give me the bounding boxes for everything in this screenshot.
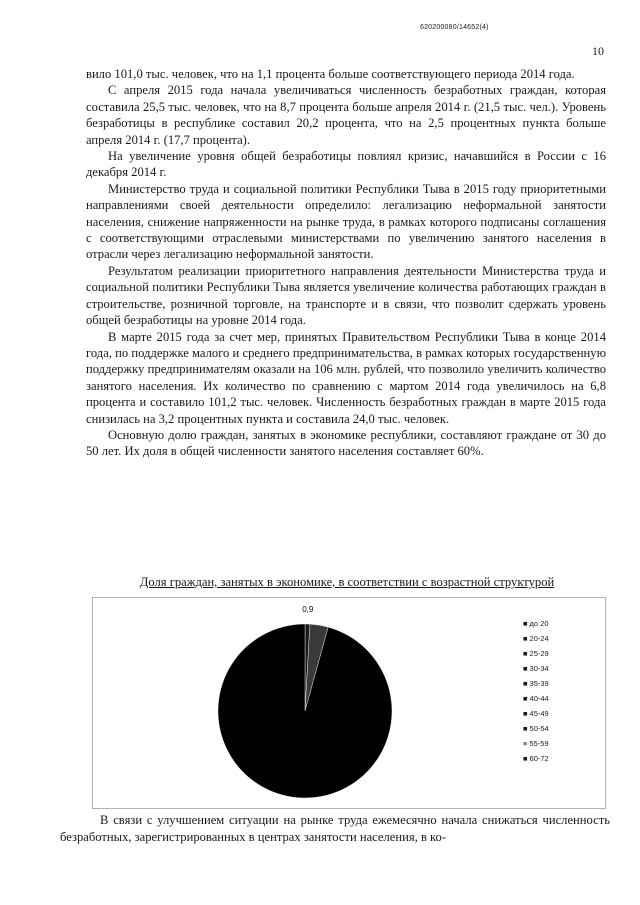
- legend-label: 60-72: [529, 754, 549, 763]
- pie-slice-25-29: [218, 624, 392, 798]
- legend-item: [523, 706, 593, 721]
- page-number: 10: [592, 44, 604, 58]
- legend-label: 40-44: [529, 694, 549, 703]
- legend-marker: ■: [523, 649, 528, 658]
- legend-item: [523, 721, 593, 736]
- legend-label: 55-59: [529, 739, 549, 748]
- legend-item: [523, 691, 593, 706]
- legend-marker: ■: [523, 679, 528, 688]
- pie-data-label: 0,9: [302, 605, 314, 614]
- paragraph: Министерство труда и социальной политики Республики Тыва в 2015 году приоритетными направлениями своей деятельности определило: легализацию неформальной занятости населения, снижение напряженности на рынке труда, в рамках которого подписаны соглашения с соответствующими отраслевыми министерствами по увеличению занятого населения в отрасли через легализацию неформальной занятости.: [86, 181, 606, 262]
- paragraph: Основную долю граждан, занятых в экономике республики, составляют граждане от 30 до 50 лет. Их доля в общей численности занятого населения составляет 60%.: [86, 427, 606, 459]
- chart-frame: [92, 597, 606, 809]
- body-text: [86, 66, 606, 460]
- legend-marker: ■: [523, 709, 528, 718]
- paragraph: В связи с улучшением ситуации на рынке труда ежемесячно начала снижаться численность безработных, зарегистрированных в центрах занятости населения, в ко-: [60, 813, 610, 844]
- legend-label: 30-34: [529, 664, 549, 673]
- paragraph: вило 101,0 тыс. человек, что на 1,1 процента больше соответствующего периода 2014 года.: [86, 67, 575, 81]
- bottom-text: [60, 812, 610, 846]
- legend-label: 20-24: [529, 634, 549, 643]
- paragraph: На увеличение уровня общей безработицы повлиял кризис, начавшийся в России с 16 декабря 2014 г.: [86, 149, 606, 180]
- legend-item: [523, 751, 593, 766]
- paragraph: Результатом реализации приоритетного направления деятельности Министерства труда и социальной политики Республики Тыва является увеличение количества работающих граждан в строительстве, розничной торговле, на транспорте и в связи, что позволит сдержать уровень общей безработицы на уровне 2014 года.: [86, 263, 606, 328]
- doc-id: 620200080/14652(4): [420, 24, 489, 31]
- legend-label: до 20: [529, 619, 549, 628]
- chart-legend: [523, 616, 593, 766]
- legend-marker: ■: [523, 634, 528, 643]
- paragraph: В марте 2015 года за счет мер, принятых Правительством Республики Тыва в конце 2014 года, по поддержке малого и среднего предпринимательства, в рамках которых государственную поддержку предпринимателям оказали на 106 млн. рублей, что позволило увеличить количество занятого населения. Их количество по сравнению с мартом 2014 года увеличилось на 6,8 процента и составило 101,2 тыс. человек. Численность безработных граждан в марте 2015 года снизилась на 3,2 процентных пункта и составила 24,0 тыс. человек.: [86, 329, 606, 426]
- legend-marker: ■: [523, 664, 528, 673]
- legend-item: [523, 736, 593, 751]
- legend-item: [523, 616, 593, 631]
- legend-label: 35-39: [529, 679, 549, 688]
- legend-label: 45-49: [529, 709, 549, 718]
- legend-marker: ■: [523, 724, 528, 733]
- legend-item: [523, 631, 593, 646]
- legend-item: [523, 646, 593, 661]
- legend-marker: ≡: [523, 739, 528, 748]
- figure: [86, 575, 608, 815]
- legend-item: [523, 661, 593, 676]
- legend-marker: ■: [523, 619, 528, 628]
- paragraph: С апреля 2015 года начала увеличиваться численность безработных граждан, которая составила 25,5 тыс. человек, что на 8,7 процента больше апреля 2014 г. (21,5 тыс. чел.). Уровень безработицы в республике составил 20,2 процента, что на 2,5 процентных пункта больше апреля 2014 г. (17,7 процента).: [86, 83, 606, 147]
- legend-label: 50-54: [529, 724, 549, 733]
- legend-label: 25-29: [529, 649, 549, 658]
- legend-marker: ■: [523, 694, 528, 703]
- chart-title: Доля граждан, занятых в экономике, в соответствии с возрастной структурой: [139, 575, 555, 589]
- legend-marker: ■: [523, 754, 528, 763]
- legend-item: [523, 676, 593, 691]
